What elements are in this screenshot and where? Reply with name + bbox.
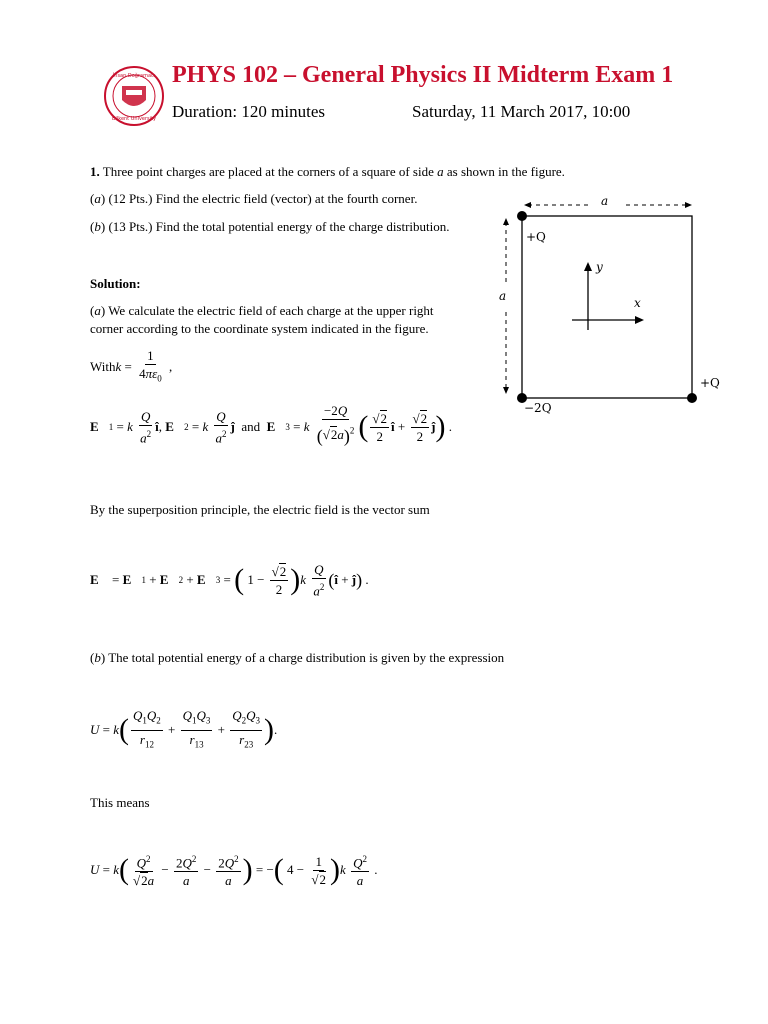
solution-b-text: (b) The total potential energy of a charge distribution is given by the expression xyxy=(90,650,505,665)
axis-y-label: y xyxy=(596,260,603,274)
exam-date: Saturday, 11 March 2017, 10:00 xyxy=(412,102,631,121)
solution-a-line1: (a) We calculate the electric field of each charge at the upper right xyxy=(90,303,434,318)
equation-potential-energy-result: U = k ( $\frac{Q^2}{√2a}$ − $\frac{2Q^2}{a}$ − $\frac{2Q^2}{a}$ ) = − ( 4 − $\frac{1}{√2}$ ) k $\frac{Q^2}{a}$ . xyxy=(90,853,378,889)
equation-vector-sum: E⃗ = E⃗ 1 + E⃗ 2 + E⃗ 3 = ( 1 − $\frac{√2}{2}$ ) k $\frac{Q}{a^2}$ ( î + ĵ ) . xyxy=(90,562,369,599)
solution-heading: Solution: xyxy=(90,276,141,291)
charge-square-figure xyxy=(490,190,730,420)
equation-field-components: E⃗ 1 = k $\frac{Q}{a^2}$ î , E⃗ 2 = k $\frac{Q}{a^2}$ ĵ and E⃗ 3 = k $\frac{-2Q}{(√2a)^2}$ ( $\frac{√2}{2}$ î + $\frac{√2}{2}$ ĵ ) . xyxy=(90,403,452,446)
charge-label-bottom-right: +Q xyxy=(700,376,720,390)
duration: Duration: 120 minutes xyxy=(172,102,325,121)
side-label-top: a xyxy=(601,194,609,208)
problem-number: 1. xyxy=(90,164,100,179)
charge-bottom-right xyxy=(687,393,697,403)
this-means-text: This means xyxy=(90,795,150,810)
part-a-question: (a) (12 Pts.) Find the electric field (vector) at the fourth corner. xyxy=(90,191,418,206)
charge-top-left xyxy=(517,211,527,221)
exam-title: PHYS 102 – General Physics II Midterm Exam 1 xyxy=(172,62,674,88)
charge-label-top-left: +Q xyxy=(526,230,546,244)
axis-x-label: x xyxy=(634,296,641,310)
side-label-left: a xyxy=(499,289,507,303)
svg-text:Bilkent University: Bilkent University xyxy=(112,116,156,122)
equation-potential-energy-general: U = k ( $\frac{Q_1Q_2}{r_{12}}$ + $\frac{Q_1Q_3}{r_{13}}$ + $\frac{Q_2Q_3}{r_{23}}$ ) . xyxy=(90,708,278,750)
charge-label-bottom-left: −2Q xyxy=(524,401,552,415)
svg-text:İhsan Doğramacı: İhsan Doğramacı xyxy=(112,73,156,79)
equation-k-definition: With k = $\frac{1}{4\pi\varepsilon_0}$ , xyxy=(90,348,173,384)
part-b-question: (b) (13 Pts.) Find the total potential energy of the charge distribution. xyxy=(90,219,450,234)
solution-a-line2: corner according to the coordinate system indicated in the figure. xyxy=(90,321,429,336)
superposition-text: By the superposition principle, the electric field is the vector sum xyxy=(90,502,430,517)
university-seal-logo xyxy=(104,66,164,126)
problem-statement: 1. Three point charges are placed at the corners of a square of side a as shown in the figure. xyxy=(90,164,565,179)
